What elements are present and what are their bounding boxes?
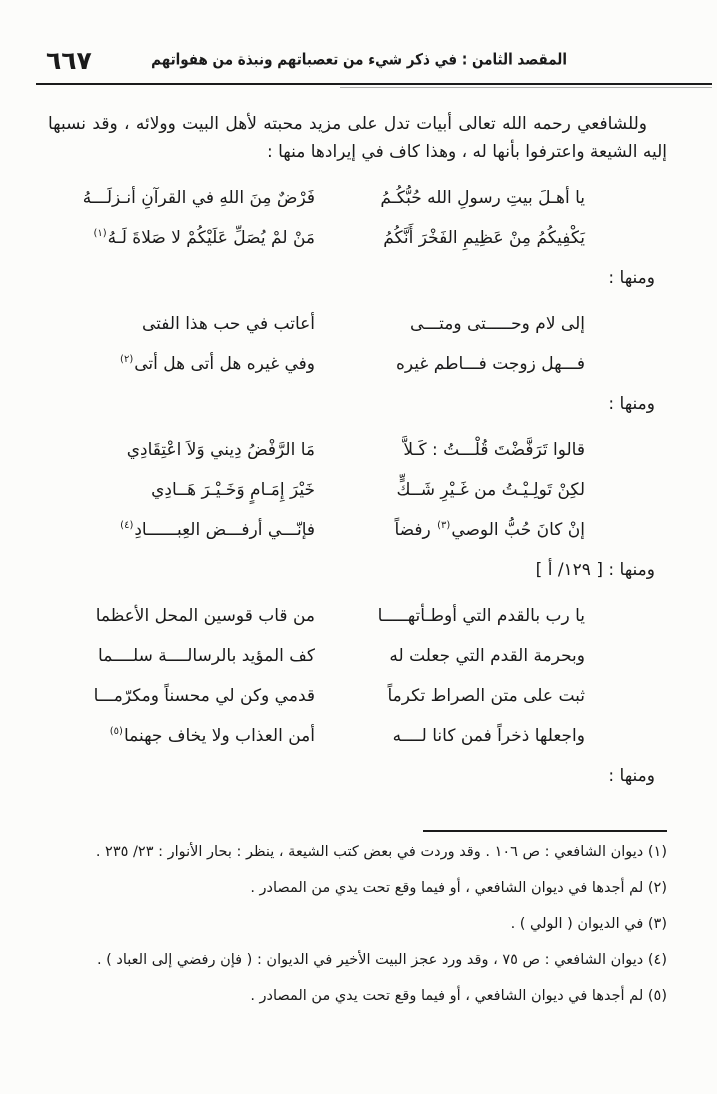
hemistich-left: وفي غيره هل أتى هل أتى$^{(٢)}$ (120, 354, 315, 374)
hemistich-right: قالوا تَرَفَّضْتَ قُلْـــتُ : كَـلاَّ (403, 440, 585, 460)
page-header (0, 0, 717, 88)
intro-paragraph: وللشافعي رحمه الله تعالى أبيات تدل على مزيد محبته لأهل البيت وولائه ، وقد نسبها إليه الشيعة واعترفوا بأنها له ، وهذا كاف في إيرادها منها : (48, 114, 667, 162)
footnote-marker: (٣) (437, 520, 451, 532)
footnotes-rule (423, 830, 667, 832)
hemistich-left: أعاتب في حب هذا الفتى (142, 314, 315, 334)
verse (48, 344, 585, 384)
poem-3 (48, 430, 585, 550)
poem-4 (48, 596, 585, 756)
hemistich-right: واجعلها ذخراً فمن كانا لــــه (392, 726, 585, 746)
hemistich-right: يا أهـلَ بيتِ رسولِ الله حُبُّكُـمُ (380, 188, 585, 208)
hemistich-right: فـــهل زوجت فـــاطم غيره (395, 354, 585, 374)
verse (48, 676, 585, 716)
verse (48, 430, 585, 470)
verse (48, 636, 585, 676)
footnote-item: (٣) في الديوان ( الولي ) . (510, 916, 667, 932)
footnote-marker: (٤) (120, 520, 134, 532)
hemistich-left: قدمي وكن لي محسناً ومكرّمـــا (93, 686, 315, 706)
poem-1 (48, 178, 585, 258)
hemistich-right: وبحرمة القدم التي جعلت له (389, 646, 585, 666)
hemistich-left: مَا الرَّفْضُ دِيني وَلاَ اعْتِقَادِي (126, 440, 315, 460)
hemistich-right: إنْ كانَ حُبُّ الوصي$^{(٣)}$ رفضاً (394, 520, 585, 540)
poem-label: ومنها : (608, 268, 655, 288)
verse (48, 716, 585, 756)
footnote-marker: (١) (93, 228, 107, 240)
verse (48, 304, 585, 344)
verse (48, 510, 585, 550)
hemistich-right: إلى لام وحـــــتى ومتـــى (410, 314, 585, 334)
hemistich-left: مَنْ لمْ يُصَلِّ عَلَيْكُمْ لا صَلاةَ لَـهُ$^{(١)}$ (93, 228, 315, 248)
hemistich-right: لكِنْ تَولِـيْـتُ من غَـيْرِ شَــكٍّ (396, 480, 585, 500)
hemistich-left: فإنّـــي أرفـــض العِبــــــادِ$^{(٤)}$ (120, 520, 315, 540)
footnote-item: (٢) لم أجدها في ديوان الشافعي ، أو فيما وقع تحت يدي من المصادر . (250, 880, 667, 896)
chapter-title: المقصد الثامن : في ذكر شيء من تعصباتهم ونبذة من هفواتهم (151, 50, 567, 70)
verse (48, 596, 585, 636)
hemistich-left: من قاب قوسين المحل الأعظما (95, 606, 315, 626)
hemistich-right: يا رب بالقدم التي أوطـأتهـــــا (377, 606, 585, 626)
hemistich-left: خَيْرَ إِمَـامٍ وَخَـيْـرَ هَــادِي (151, 480, 315, 500)
hemistich-right: يَكْفِيكُمُ مِنْ عَظِيمِ الفَخْرَ أَنَّكُمُ (383, 228, 585, 248)
footnotes-section (48, 830, 667, 1007)
hemistich-left: فَرْضٌ مِنَ اللهِ في القرآنِ أنـزلَـــهُ (82, 188, 315, 208)
hemistich-left: كف المؤيد بالرسالــــة سلــــما (98, 646, 315, 666)
hemistich-left: أمن العذاب ولا يخاف جهنما$^{(٥)}$ (109, 726, 315, 746)
poem-2 (48, 304, 585, 384)
poem-label: ومنها : (608, 766, 655, 786)
verse (48, 178, 585, 218)
footnote-item: (٤) ديوان الشافعي : ص ٧٥ ، وقد ورد عجز البيت الأخير في الديوان : ( فإن رفضي إلى العباد ) . (96, 952, 667, 968)
footnote-marker: (٢) (120, 354, 134, 366)
page-number: ٦٦٧ (46, 46, 92, 75)
hemistich-right: ثبت على متن الصراط تكرماً (387, 686, 585, 706)
verse (48, 470, 585, 510)
verse (48, 218, 585, 258)
poem-label: ومنها : (608, 394, 655, 414)
poem-label-with-folio: ومنها : [ ١٢٩/ أ ] (535, 560, 655, 580)
page-body (0, 110, 717, 1007)
footnote-marker: (٥) (109, 726, 123, 738)
footnote-item: (٥) لم أجدها في ديوان الشافعي ، أو فيما وقع تحت يدي من المصادر . (250, 988, 667, 1004)
footnote-item: (١) ديوان الشافعي : ص ١٠٦ . وقد وردت في بعض كتب الشيعة ، ينظر : بحار الأنوار : ٢٣/ ٢٣٥ . (95, 844, 667, 860)
header-rule (36, 83, 712, 88)
